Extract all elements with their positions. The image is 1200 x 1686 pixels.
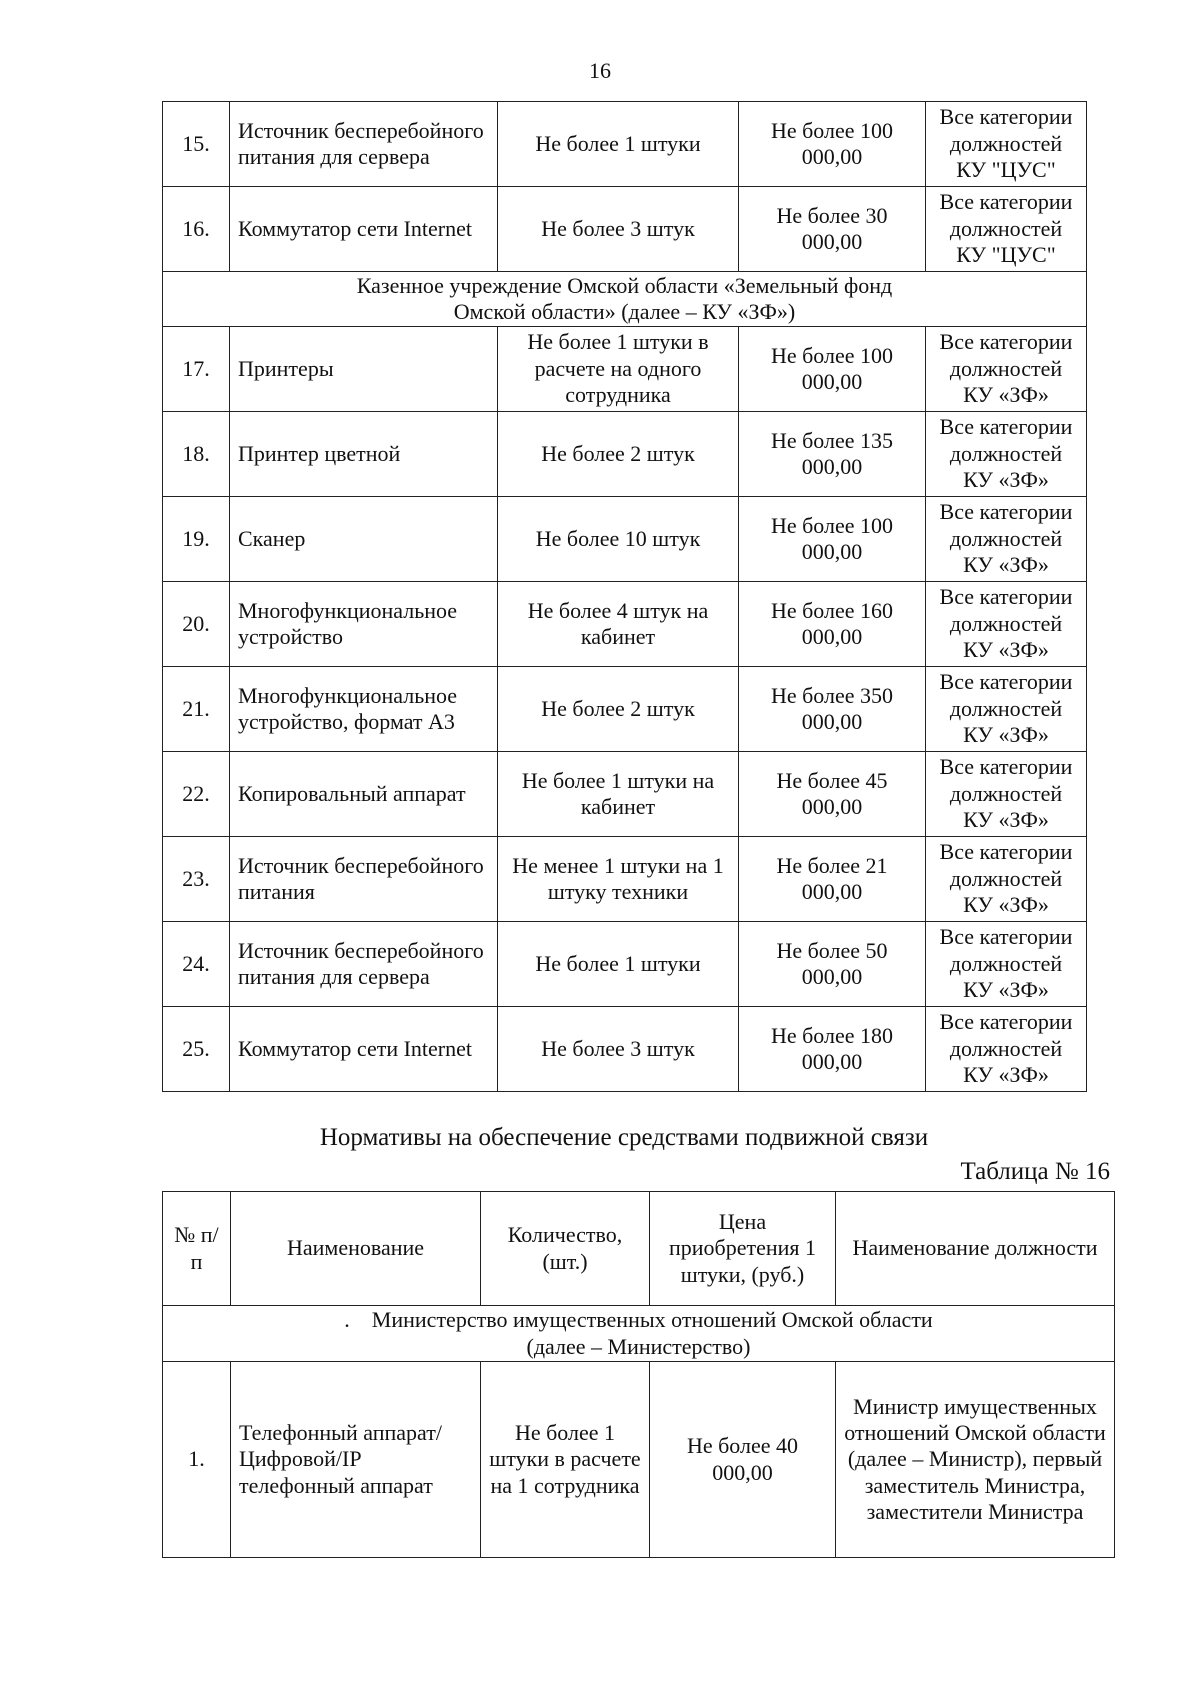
item-name: Сканер <box>230 497 498 582</box>
section-row <box>163 1306 1115 1362</box>
item-price: Не более 40 000,00 <box>650 1362 836 1558</box>
item-name: Телефонный аппарат/Цифровой/IP телефонный аппарат <box>231 1362 481 1558</box>
item-name: Принтер цветной <box>230 412 498 497</box>
header-name: Наименование <box>231 1192 481 1306</box>
item-quantity: Не более 2 штук <box>498 412 739 497</box>
item-position: Все категории должностей КУ «ЗФ» <box>926 837 1087 922</box>
page-number: 16 <box>589 58 611 83</box>
table-header-row <box>163 1192 1115 1306</box>
item-quantity: Не более 1 штуки на кабинет <box>498 752 739 837</box>
item-position: Министр имущественных отношений Омской области (далее – Министр), первый заместитель Министра, заместители Министра <box>836 1362 1115 1558</box>
item-name: Многофункциональное устройство <box>230 582 498 667</box>
item-price: Не более 50 000,00 <box>739 922 926 1007</box>
item-quantity: Не более 2 штук <box>498 667 739 752</box>
section-title: Нормативы на обеспечение средствами подвижной связи <box>319 1124 929 1151</box>
table-row <box>163 1362 1115 1558</box>
item-position: Все категории должностей КУ «ЗФ» <box>926 582 1087 667</box>
mobile-communication-table <box>162 1191 1115 1558</box>
section-heading-cell <box>163 1306 1115 1362</box>
item-price: Не более 45 000,00 <box>739 752 926 837</box>
item-quantity: Не более 10 штук <box>498 497 739 582</box>
item-price: Не более 100 000,00 <box>739 102 926 187</box>
row-number: 25. <box>163 1007 230 1092</box>
equipment-table <box>162 101 1087 1092</box>
item-name: Копировальный аппарат <box>230 752 498 837</box>
header-position: Наименование должности <box>836 1192 1115 1306</box>
item-name: Источник бесперебойного питания для сервера <box>230 102 498 187</box>
item-name: Многофункциональное устройство, формат А3 <box>230 667 498 752</box>
item-position: Все категории должностей КУ «ЗФ» <box>926 752 1087 837</box>
item-quantity: Не более 3 штук <box>498 187 739 272</box>
item-name: Источник бесперебойного питания <box>230 837 498 922</box>
item-position: Все категории должностей КУ «ЗФ» <box>926 497 1087 582</box>
item-position: Все категории должностей КУ "ЦУС" <box>926 102 1087 187</box>
row-number: 15. <box>163 102 230 187</box>
row-number: 23. <box>163 837 230 922</box>
row-number: 24. <box>163 922 230 1007</box>
item-price: Не более 135 000,00 <box>739 412 926 497</box>
item-position: Все категории должностей КУ «ЗФ» <box>926 327 1087 412</box>
item-quantity: Не более 1 штуки в расчете на одного сотрудника <box>498 327 739 412</box>
table-row <box>163 102 1087 187</box>
table-row <box>163 582 1087 667</box>
table-row <box>163 837 1087 922</box>
item-price: Не более 180 000,00 <box>739 1007 926 1092</box>
item-position: Все категории должностей КУ «ЗФ» <box>926 922 1087 1007</box>
table-row <box>163 752 1087 837</box>
table-row <box>163 497 1087 582</box>
row-number: 20. <box>163 582 230 667</box>
item-position: Все категории должностей КУ «ЗФ» <box>926 412 1087 497</box>
item-position: Все категории должностей КУ «ЗФ» <box>926 667 1087 752</box>
section-heading: Казенное учреждение Омской области «Земельный фонд Омской области» (далее – КУ «ЗФ») <box>163 272 1087 327</box>
item-position: Все категории должностей КУ «ЗФ» <box>926 1007 1087 1092</box>
section-heading: Министерство имущественных отношений Омской области (далее – Министерство) <box>371 1307 933 1359</box>
section-row <box>163 272 1087 327</box>
section-prefix-mark: . <box>344 1307 350 1333</box>
row-number: 19. <box>163 497 230 582</box>
header-price: Цена приобретения 1 штуки, (руб.) <box>650 1192 836 1306</box>
table-row <box>163 922 1087 1007</box>
item-price: Не более 350 000,00 <box>739 667 926 752</box>
item-price: Не более 30 000,00 <box>739 187 926 272</box>
header-quantity: Количество, (шт.) <box>481 1192 650 1306</box>
item-name: Коммутатор сети Internet <box>230 187 498 272</box>
header-number: № п/п <box>163 1192 231 1306</box>
table-row <box>163 412 1087 497</box>
row-number: 1. <box>163 1362 231 1558</box>
item-price: Не более 21 000,00 <box>739 837 926 922</box>
table-row <box>163 1007 1087 1092</box>
item-quantity: Не более 3 штук <box>498 1007 739 1092</box>
item-price: Не более 160 000,00 <box>739 582 926 667</box>
item-quantity: Не более 1 штуки в расчете на 1 сотрудника <box>481 1362 650 1558</box>
table-label: Таблица № 16 <box>960 1158 1110 1185</box>
item-name: Источник бесперебойного питания для сервера <box>230 922 498 1007</box>
row-number: 18. <box>163 412 230 497</box>
item-quantity: Не более 1 штуки <box>498 102 739 187</box>
table-row <box>163 667 1087 752</box>
item-quantity: Не более 1 штуки <box>498 922 739 1007</box>
item-price: Не более 100 000,00 <box>739 497 926 582</box>
row-number: 16. <box>163 187 230 272</box>
item-name: Принтеры <box>230 327 498 412</box>
row-number: 17. <box>163 327 230 412</box>
item-name: Коммутатор сети Internet <box>230 1007 498 1092</box>
item-position: Все категории должностей КУ "ЦУС" <box>926 187 1087 272</box>
item-quantity: Не более 4 штук на кабинет <box>498 582 739 667</box>
row-number: 21. <box>163 667 230 752</box>
item-quantity: Не менее 1 штуки на 1 штуку техники <box>498 837 739 922</box>
item-price: Не более 100 000,00 <box>739 327 926 412</box>
row-number: 22. <box>163 752 230 837</box>
table-row <box>163 327 1087 412</box>
table-row <box>163 187 1087 272</box>
